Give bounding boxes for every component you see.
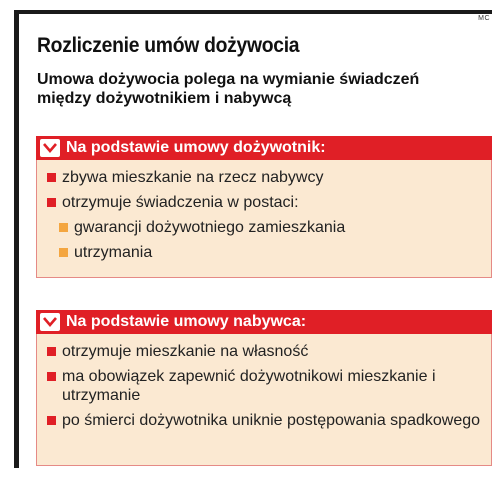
section-header xyxy=(36,136,492,160)
list-item-text: otrzymuje mieszkanie na własność xyxy=(62,343,309,360)
bullet-square-icon xyxy=(47,347,56,356)
chevron-down-icon xyxy=(40,139,60,157)
list-item-text: utrzymania xyxy=(74,244,153,261)
section-dozywotnik xyxy=(36,136,492,278)
section-header-label: Na podstawie umowy nabywca: xyxy=(66,313,307,330)
section-body xyxy=(36,160,492,278)
list-item-text: po śmierci dożywotnika uniknie postępowania spadkowego xyxy=(62,412,481,429)
list-item xyxy=(47,342,481,361)
list-subitem xyxy=(59,243,481,262)
frame-left-rule xyxy=(14,10,19,468)
bullet-square-icon xyxy=(47,173,56,182)
list-item-text: gwarancji dożywotniego zamieszkania xyxy=(74,219,346,236)
list-subitem xyxy=(59,218,481,237)
bullet-square-icon xyxy=(59,248,68,257)
section-header xyxy=(36,310,492,334)
chevron-down-icon xyxy=(40,313,60,331)
page-subtitle: Umowa dożywocia polega na wymianie świadczeń między dożywotnikiem i nabywcą xyxy=(37,71,420,107)
bullet-square-icon xyxy=(47,372,56,381)
section-nabywca xyxy=(36,310,492,466)
bullet-square-icon xyxy=(47,198,56,207)
frame-top-rule xyxy=(14,10,492,14)
bullet-square-icon xyxy=(47,416,56,425)
list-item-text: otrzymuje świadczenia w postaci: xyxy=(62,194,299,211)
list-item xyxy=(47,193,481,212)
list-item xyxy=(47,367,481,405)
bullet-square-icon xyxy=(59,223,68,232)
section-header-label: Na podstawie umowy dożywotnik: xyxy=(66,139,326,156)
page-title: Rozliczenie umów dożywocia xyxy=(37,34,300,57)
list-item xyxy=(47,168,481,187)
list-item-text: ma obowiązek zapewnić dożywotnikowi mieszkanie i utrzymanie xyxy=(62,368,436,404)
section-body xyxy=(36,334,492,466)
author-credit: MC xyxy=(478,15,490,22)
list-item xyxy=(47,411,481,430)
list-item-text: zbywa mieszkanie na rzecz nabywcy xyxy=(62,169,324,186)
